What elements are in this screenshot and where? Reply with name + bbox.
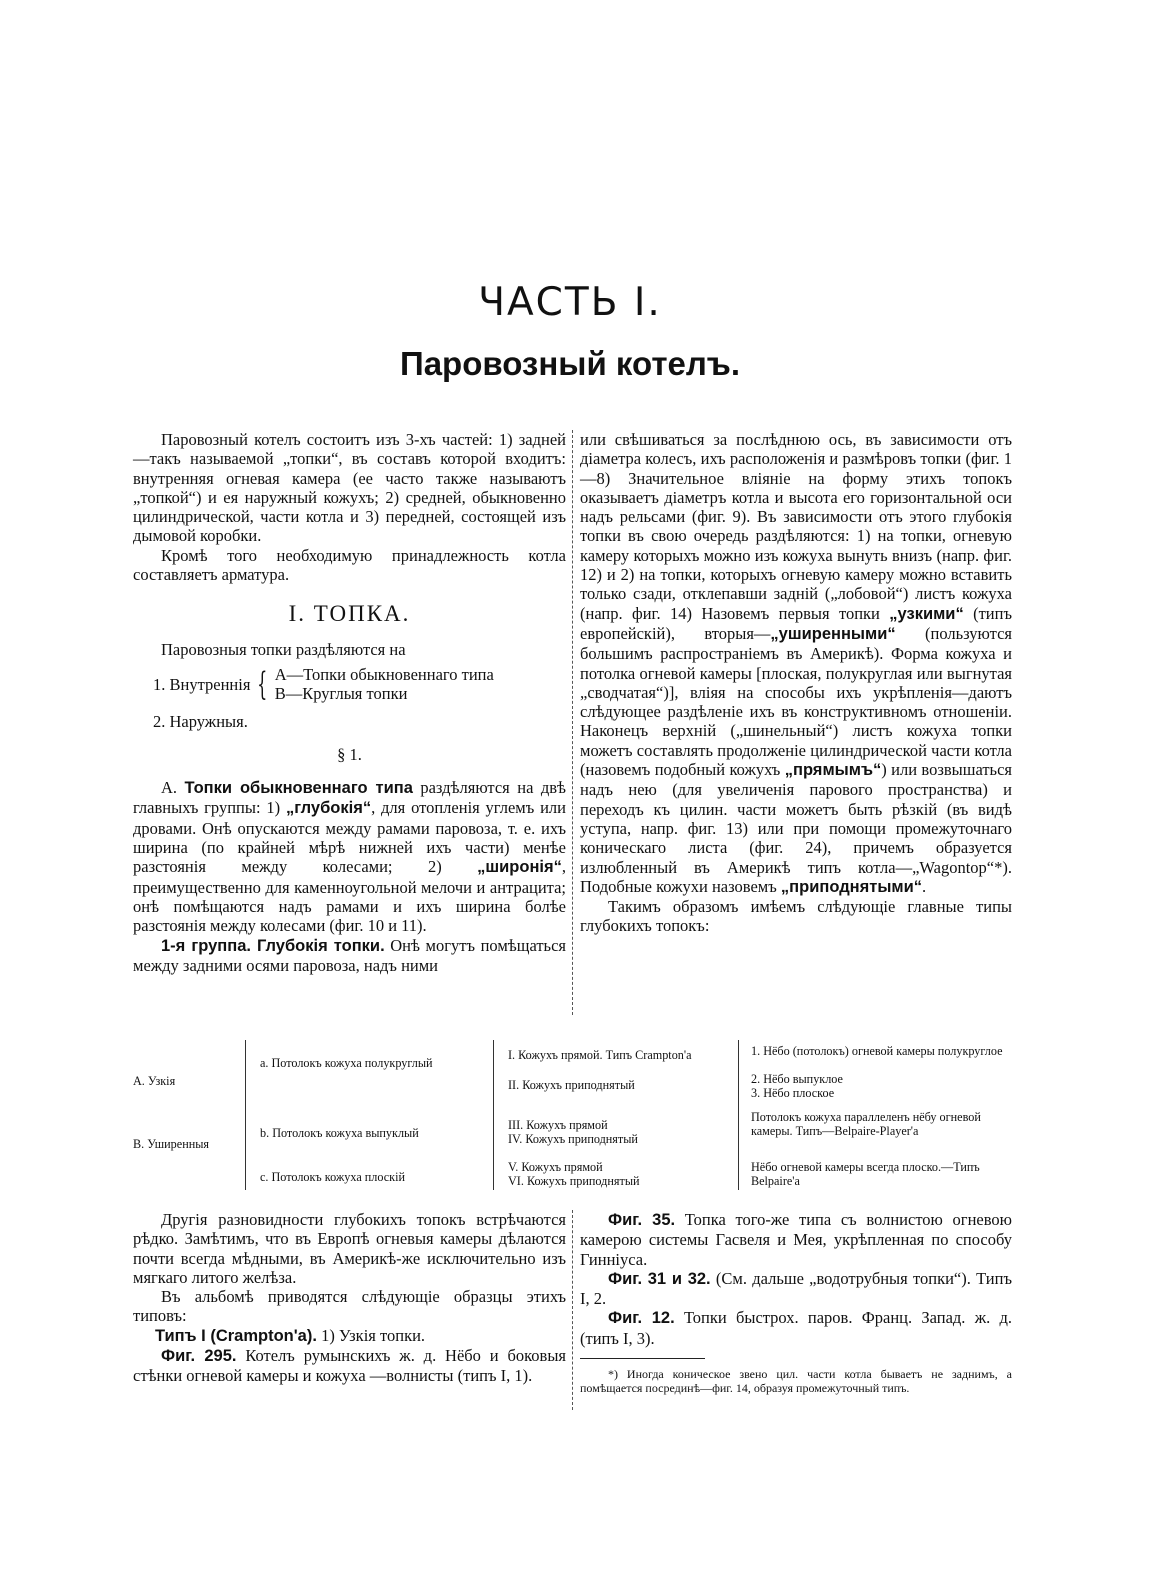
paragraph [580, 1308, 1012, 1348]
type-6: VI. Кожухъ приподнятый [508, 1174, 640, 1188]
classification-table [133, 1040, 1013, 1190]
note-1: 1. Нёбо (потолокъ) огневой камеры полукруглое [751, 1044, 1003, 1058]
text: Топка того-же типа съ волнистою огневою камерою системы Гасвеля и Мея, укрѣпленная по способу Гинніуса. [580, 1210, 1012, 1269]
chapter-title: Паровозный котелъ. [399, 345, 741, 382]
class-label: 2. Наружныя. [153, 711, 248, 731]
class-label: 1. Внутреннія [153, 674, 251, 694]
paragraph [133, 936, 566, 976]
paragraph: Паровозныя топки раздѣляются на [161, 639, 406, 659]
text: Топки быстрох. паров. Франц. Запад. ж. д. (типъ I, 3). [580, 1308, 1012, 1348]
brace-line [493, 1040, 494, 1190]
class-option-a: A—Топки обыкновеннаго типа [274, 664, 494, 684]
bold-term: 1-я группа. Глубокія топки. [161, 936, 385, 955]
text: . [922, 876, 927, 896]
class-option-b: B—Круглыя топки [274, 684, 408, 704]
text: A. [161, 778, 185, 798]
ceiling-a: a. Потолокъ кожуха полукруглый [260, 1056, 433, 1070]
paragraph [133, 1346, 566, 1386]
text: (типъ европейскій), вторыя— [580, 603, 1013, 643]
paragraph-sign: § 1. [337, 744, 362, 764]
text: Котелъ румынскихъ ж. д. Нёбо и боковыя стѣнки огневой камеры и кожуха —волнисты (типъ I, 1). [133, 1346, 567, 1386]
footnote-separator [580, 1358, 705, 1359]
text: или свѣшиваться за послѣднюю ось, въ зависимости отъ діаметра колесъ, ихъ расположенія и размѣровъ топки (фиг. 1—8) Значительное вліяніе на форму этихъ топокъ оказываетъ діаметръ котла и высота его горизонтальной оси надъ рельсами (фиг. 9). Въ зависимости отъ этого глубокія топки въ свою очередь раздѣляются: 1) на топки, огневую камеру которыхъ можно изъ кожуха вынуть внизъ (напр. фиг. 12) и 2) на топки, которыхъ огневую камеру можно вставить только сзади, отклепавши задній („лобовой“) листъ кожуха (напр. фиг. 14) Назовемъ первыя топки [580, 430, 1012, 623]
group-a: А. Узкія [133, 1074, 176, 1088]
text: ) или возвышаться надъ нею (для увеличенія парового пространства) и переходъ къ цилин. части можетъ быть рѣзкій (въ видѣ уступа, напр. фиг. 13) или при помощи промежуточнаго коническаго листа (фиг. 24), причемъ образуется излюбленный въ Америкѣ типъ котла—„Wagontop“*). Подобные кожухи назовемъ [580, 760, 1012, 896]
note-5: Нёбо огневой камеры всегда плоско.—Типъ Belpaire'a [751, 1160, 980, 1188]
group-b: В. Уширенныя [133, 1137, 210, 1151]
type-4: IV. Кожухъ приподнятый [508, 1132, 638, 1146]
bold-term: Типъ I (Crampton'a). [155, 1326, 317, 1345]
text: , преимущественно для каменноугольной мелочи и антрацита; онѣ помѣщаются надъ рамами и ихъ ширина болѣе разстоянія между колесами (фиг. 10 и 11). [133, 857, 566, 936]
paragraph [580, 1210, 1012, 1269]
left-column [133, 430, 566, 975]
bold-term: Фиг. 31 и 32. [608, 1269, 711, 1288]
text: раздѣляются на двѣ главныхъ группы: 1) [133, 778, 567, 818]
type-3: III. Кожухъ прямой [508, 1118, 608, 1132]
bold-term: Фиг. 35. [608, 1211, 676, 1229]
ceiling-c: c. Потолокъ кожуха плоскій [260, 1170, 406, 1184]
text: (пользуются большимъ распространіемъ въ Америкѣ). Форма кожуха и потолка огневой камеры [плоская, полукруглая или выгнутая „сводчатая“)], вліяя на способы ихъ укрѣпленія—даютъ слѣдующее раздѣленіе ихъ въ конструктивномъ отношеніи. Наконецъ верхній („шинельный“) листъ кожуха топки можетъ составлять продолженіе цилиндрической части котла (назовемъ подобный кожухъ [580, 623, 1012, 780]
class-options [275, 665, 494, 704]
paragraph: Въ альбомѣ приводятся слѣдующіе образцы этихъ типовъ: [133, 1287, 566, 1326]
paragraph: Такимъ образомъ имѣемъ слѣдующіе главные типы глубокихъ топокъ: [580, 897, 1012, 936]
ceiling-b: b. Потолокъ кожуха выпуклый [260, 1126, 419, 1140]
column-divider-bottom [572, 1210, 573, 1410]
bold-term: Топки обыкновеннаго типа [184, 779, 413, 798]
section-heading: I. ТОПКА. [288, 601, 411, 627]
footnote: *) Иногда коническое звено цил. части котла бываетъ не заднимъ, а помѣщается посрединѣ—фиг. 14, образуя промежуточный типъ. [580, 1367, 1012, 1396]
type-2: II. Кожухъ приподнятый [508, 1078, 635, 1092]
paragraph [133, 778, 566, 935]
text: , для отопленія углемъ или дровами. Онѣ опускаются между рамами паровоза, т. е. ихъ ширина (по крайней мѣрѣ нижней ихъ части) менѣе разстоянія между колесами; 2) [133, 798, 566, 877]
paragraph [580, 1269, 1012, 1309]
paragraph: Паровозный котелъ состоитъ изъ 3-хъ частей: 1) задней—такъ называемой „топки“, въ составъ которой входитъ: внутренняя огневая камера (ее часто также называютъ „топкой“) и ея наружный кожухъ; 2) средней, обыкновенно цилиндрической, части котла и 3) передней, состоящей изъ дымовой коробки. [133, 430, 566, 546]
bold-term: Фиг. 295. [161, 1347, 237, 1366]
bold-term: „глубокія“ [285, 799, 372, 818]
bold-term: Фиг. 12. [608, 1309, 675, 1328]
brace-icon: { [257, 665, 268, 704]
type-5: V. Кожухъ прямой [508, 1160, 603, 1174]
classification-row [133, 665, 566, 704]
note-4: Потолокъ кожуха параллеленъ нёбу огневой камеры. Типъ—Belpaire-Player'a [751, 1110, 981, 1138]
bold-term: „приподнятыми“ [780, 877, 923, 896]
note-3: 3. Нёбо плоское [751, 1086, 835, 1100]
part-title: ЧАСТЬ I. [478, 280, 662, 325]
bottom-left-column [133, 1210, 566, 1386]
note-2: 2. Нёбо выпуклое [751, 1072, 843, 1086]
paragraph: Кромѣ того необходимую принадлежность котла составляетъ арматура. [133, 545, 566, 585]
bold-term: „уширенными“ [770, 624, 896, 643]
bottom-right-column [580, 1210, 1012, 1395]
bold-term: „узкими“ [889, 604, 964, 623]
paragraph [580, 430, 1012, 897]
column-divider-top [572, 430, 573, 1015]
bold-term: „прямымъ“ [784, 761, 882, 780]
paragraph: Другія разновидности глубокихъ топокъ встрѣчаются рѣдко. Замѣтимъ, что въ Европѣ огневыя камеры дѣлаются почти всегда мѣдными, въ Америкѣ-же исключительно изъ мягкаго литого желѣза. [133, 1210, 566, 1287]
type-1: I. Кожухъ прямой. Типъ Crampton'a [508, 1048, 692, 1062]
text: Онѣ могутъ помѣщаться между задними осями паровоза, надъ ними [133, 935, 566, 975]
text: (См. дальше „водотрубныя топки“). Типъ I, 2. [580, 1268, 1012, 1309]
brace-line [738, 1040, 739, 1190]
right-column [580, 430, 1012, 936]
text: 1) Узкія топки. [316, 1325, 426, 1345]
brace-line [245, 1040, 246, 1190]
bold-term: „широнія“ [477, 858, 562, 877]
type-line [155, 1326, 566, 1346]
